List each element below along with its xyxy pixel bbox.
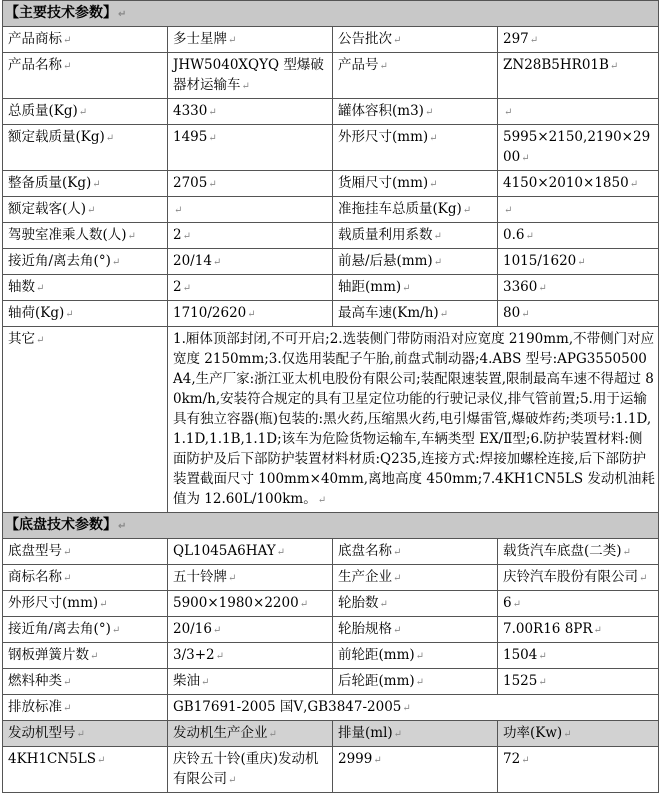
cell-text: 货厢尺寸(mm)	[338, 175, 429, 191]
cell-text: 20/16	[173, 621, 212, 637]
field-label	[3, 539, 168, 565]
table-row	[3, 249, 659, 275]
field-value	[168, 125, 333, 171]
field-label	[3, 617, 168, 643]
paragraph-mark-icon: ↵	[63, 703, 72, 714]
paragraph-mark-icon: ↵	[538, 283, 547, 294]
cell-text: 297	[503, 31, 529, 47]
paragraph-mark-icon: ↵	[247, 309, 256, 320]
table-row	[3, 223, 659, 249]
paragraph-mark-icon: ↵	[212, 625, 222, 636]
field-label	[333, 565, 498, 591]
field-value	[498, 669, 659, 695]
cell-text: 轮胎规格	[338, 621, 392, 637]
paragraph-mark-icon: ↵	[63, 573, 72, 584]
field-label	[3, 591, 168, 617]
paragraph-mark-icon: ↵	[512, 599, 521, 610]
cell-text: 2	[173, 279, 182, 295]
table-row	[3, 53, 659, 99]
paragraph-mark-icon: ↵	[393, 547, 402, 558]
cell-text: GB17691-2005 国Ⅴ,GB3847-2005	[173, 699, 402, 715]
field-value	[168, 53, 333, 99]
table-row	[3, 669, 659, 695]
paragraph-mark-icon: ↵	[65, 309, 74, 320]
table-row	[3, 301, 659, 327]
cell-text: 1495	[173, 129, 208, 145]
paragraph-mark-icon: ↵	[118, 521, 127, 532]
paragraph-mark-icon: ↵	[563, 729, 572, 740]
paragraph-mark-icon: ↵	[393, 35, 402, 46]
cell-text: 产品号	[338, 57, 379, 73]
cell-text: 外形尺寸(mm)	[8, 595, 99, 611]
table-row	[3, 275, 659, 301]
paragraph-mark-icon: ↵	[415, 651, 425, 662]
cell-text: 1525	[503, 673, 538, 689]
table-row	[3, 539, 659, 565]
cell-text: 6	[503, 595, 512, 611]
table-row	[3, 197, 659, 223]
field-label	[333, 301, 498, 327]
table-row	[3, 747, 659, 793]
field-value	[168, 617, 333, 643]
field-label	[333, 99, 498, 125]
cell-text: 接近角/离去角(°)	[8, 253, 111, 269]
cell-text: 1.厢体顶部封闭,不可开启;2.选装侧门带防雨沿对应宽度 2190mm,不带侧门对应宽度 2150mm;3.仅选用装配子午胎,前盘式制动器;4.ABS 型号:APG3550500A4,生产厂家:浙江亚太机电股份有限公司;装配限速装置,限制最高车速不得超过 80km/h,安装符合规定的具有卫星定位功能的行驶记录仪,排气管前置;5.用于运输具有独立容器(瓶)包装的:黑火药,压缩黑火药,电引爆雷管,爆破炸药;类项号:1.1D,1.1D,1.1B,1.1D;该车为危险货物运输车,车辆类型 EX/Ⅱ型;6.防护装置材料:侧面防护及后下部防护装置材料材质:Q235,连接方式:焊接加螺栓连接,后下部防护装置截面尺寸 100mm×40mm,离地高度 450mm;7.4KH1CN5LS 发动机油耗值为 12.60L/100km。	[173, 331, 655, 507]
paragraph-mark-icon: ↵	[379, 61, 388, 72]
field-value	[168, 695, 659, 721]
field-value	[168, 643, 333, 669]
spec-table	[2, 0, 659, 793]
paragraph-mark-icon: ↵	[76, 729, 85, 740]
field-label	[3, 27, 168, 53]
field-label	[3, 669, 168, 695]
cell-text: 4150×2010×1850	[503, 175, 629, 191]
cell-text: 轴数	[8, 279, 35, 295]
field-label	[3, 565, 168, 591]
field-label	[3, 99, 168, 125]
cell-text: 产品商标	[8, 31, 62, 47]
paragraph-mark-icon: ↵	[415, 677, 425, 688]
paragraph-mark-icon: ↵	[182, 283, 191, 294]
cell-text: 公告批次	[338, 31, 392, 47]
table-row	[3, 327, 659, 513]
cell-text: 发动机生产企业	[173, 725, 268, 741]
paragraph-mark-icon: ↵	[593, 625, 602, 636]
field-value	[498, 27, 659, 53]
field-label	[333, 591, 498, 617]
paragraph-mark-icon: ↵	[538, 677, 547, 688]
paragraph-mark-icon: ↵	[521, 309, 530, 320]
paragraph-mark-icon: ↵	[504, 205, 513, 216]
paragraph-mark-icon: ↵	[63, 547, 72, 558]
paragraph-mark-icon: ↵	[241, 81, 250, 92]
paragraph-mark-icon: ↵	[105, 133, 115, 144]
cell-text: 2	[173, 227, 182, 243]
cell-text: JHW5040XQYQ 型爆破器材运输车	[173, 57, 324, 93]
cell-text: 20/14	[173, 253, 212, 269]
paragraph-mark-icon: ↵	[268, 729, 277, 740]
column-header	[168, 721, 333, 747]
cell-text: 载货汽车底盘(二类)	[503, 543, 622, 559]
field-value	[498, 539, 659, 565]
field-label	[333, 669, 498, 695]
cell-text: 4330	[173, 103, 208, 119]
paragraph-mark-icon: ↵	[63, 677, 72, 688]
paragraph-mark-icon: ↵	[212, 257, 222, 268]
field-label	[333, 53, 498, 99]
cell-text: 7.00R16 8PR	[503, 621, 593, 637]
cell-text: 80	[503, 305, 521, 321]
table-row	[3, 643, 659, 669]
field-label	[333, 125, 498, 171]
cell-text: 产品名称	[8, 57, 62, 73]
cell-text: 1015/1620	[503, 253, 577, 269]
paragraph-mark-icon: ↵	[63, 35, 72, 46]
paragraph-mark-icon: ↵	[201, 677, 210, 688]
cell-text: 轴荷(Kg)	[8, 305, 65, 321]
paragraph-mark-icon: ↵	[228, 35, 237, 46]
paragraph-mark-icon: ↵	[379, 599, 388, 610]
paragraph-mark-icon: ↵	[521, 153, 530, 164]
field-label	[3, 249, 168, 275]
cell-text: 底盘名称	[338, 543, 392, 559]
field-label	[333, 539, 498, 565]
field-label	[3, 197, 168, 223]
cell-text: 排放标准	[8, 699, 62, 715]
cell-text: 五十铃牌	[173, 569, 227, 585]
cell-text: 72	[503, 751, 521, 767]
cell-text: ZN28B5HR01B	[503, 57, 609, 73]
paragraph-mark-icon: ↵	[629, 179, 639, 190]
paragraph-mark-icon: ↵	[299, 599, 309, 610]
cell-text: 3/3+2	[173, 647, 215, 663]
paragraph-mark-icon: ↵	[111, 257, 121, 268]
cell-text: 最高车速(Km/h)	[338, 305, 439, 321]
paragraph-mark-icon: ↵	[393, 573, 402, 584]
field-label	[333, 27, 498, 53]
cell-text: 钢板弹簧片数	[8, 647, 89, 663]
paragraph-mark-icon: ↵	[228, 573, 237, 584]
paragraph-mark-icon: ↵	[439, 309, 449, 320]
column-header	[498, 721, 659, 747]
cell-text: 【底盘技术参数】	[5, 517, 117, 533]
paragraph-mark-icon: ↵	[111, 625, 121, 636]
field-value	[168, 249, 333, 275]
field-value	[168, 539, 333, 565]
paragraph-mark-icon: ↵	[36, 335, 45, 346]
field-value	[168, 27, 333, 53]
cell-text: 罐体容积(m3)	[338, 103, 424, 119]
cell-text: 1504	[503, 647, 538, 663]
field-value	[498, 125, 659, 171]
paragraph-mark-icon: ↵	[577, 257, 586, 268]
cell-text: 后轮距(mm)	[338, 673, 415, 689]
field-label	[333, 643, 498, 669]
field-label	[333, 249, 498, 275]
paragraph-mark-icon: ↵	[208, 179, 217, 190]
field-value	[168, 747, 333, 793]
field-label	[3, 53, 168, 99]
field-label	[333, 223, 498, 249]
field-label	[333, 197, 498, 223]
table-row	[3, 99, 659, 125]
paragraph-mark-icon: ↵	[639, 573, 648, 584]
cell-text: 前轮距(mm)	[338, 647, 415, 663]
paragraph-mark-icon: ↵	[622, 547, 631, 558]
field-value	[168, 301, 333, 327]
field-value	[498, 301, 659, 327]
cell-text: 额定载质量(Kg)	[8, 129, 105, 145]
field-value	[498, 747, 659, 793]
paragraph-mark-icon: ↵	[90, 651, 99, 662]
section-title-main	[3, 1, 659, 27]
paragraph-mark-icon: ↵	[118, 9, 127, 20]
paragraph-mark-icon: ↵	[317, 495, 327, 506]
cell-text: 轮胎数	[338, 595, 379, 611]
field-value	[498, 617, 659, 643]
field-label	[3, 275, 168, 301]
paragraph-mark-icon: ↵	[208, 107, 217, 118]
cell-text: 柴油	[173, 673, 200, 689]
field-value	[498, 223, 659, 249]
cell-text: 2999	[338, 751, 373, 767]
table-row	[3, 591, 659, 617]
paragraph-mark-icon: ↵	[182, 231, 191, 242]
table-row	[3, 171, 659, 197]
paragraph-mark-icon: ↵	[609, 61, 619, 72]
paragraph-mark-icon: ↵	[63, 61, 72, 72]
cell-text: 底盘型号	[8, 543, 62, 559]
section-title-chassis	[3, 513, 659, 539]
field-value	[498, 591, 659, 617]
column-header	[333, 721, 498, 747]
field-value	[498, 275, 659, 301]
section-header-row	[3, 513, 659, 539]
paragraph-mark-icon: ↵	[276, 547, 286, 558]
paragraph-mark-icon: ↵	[402, 703, 411, 714]
paragraph-mark-icon: ↵	[429, 179, 438, 190]
paragraph-mark-icon: ↵	[393, 625, 402, 636]
paragraph-mark-icon: ↵	[424, 107, 434, 118]
cell-text: 排量(ml)	[338, 725, 393, 741]
field-value	[498, 249, 659, 275]
cell-text: 载质量利用系数	[338, 227, 433, 243]
field-value	[498, 565, 659, 591]
cell-text: 燃料种类	[8, 673, 62, 689]
field-label	[3, 695, 168, 721]
paragraph-mark-icon: ↵	[78, 107, 88, 118]
paragraph-mark-icon: ↵	[99, 599, 108, 610]
field-label	[3, 301, 168, 327]
field-label	[3, 643, 168, 669]
cell-text: 多士星牌	[173, 31, 227, 47]
field-label	[333, 171, 498, 197]
cell-text: 接近角/离去角(°)	[8, 621, 111, 637]
cell-text: 驾驶室准乘人数(人)	[8, 227, 127, 243]
cell-text: 整备质量(Kg)	[8, 175, 92, 191]
paragraph-mark-icon: ↵	[504, 107, 513, 118]
field-value	[498, 197, 659, 223]
paragraph-mark-icon: ↵	[92, 179, 101, 190]
cell-text: 功率(Kw)	[503, 725, 563, 741]
field-label	[3, 327, 168, 513]
paragraph-mark-icon: ↵	[521, 755, 530, 766]
table-row	[3, 617, 659, 643]
cell-text: 5900×1980×2200	[173, 595, 299, 611]
paragraph-mark-icon: ↵	[36, 283, 45, 294]
paragraph-mark-icon: ↵	[529, 35, 539, 46]
field-value	[168, 565, 333, 591]
paragraph-mark-icon: ↵	[174, 205, 183, 216]
field-label	[3, 171, 168, 197]
cell-text: 轴距(mm)	[338, 279, 402, 295]
paragraph-mark-icon: ↵	[215, 651, 225, 662]
paragraph-mark-icon: ↵	[127, 231, 136, 242]
column-header	[3, 721, 168, 747]
field-value	[168, 669, 333, 695]
paragraph-mark-icon: ↵	[538, 651, 547, 662]
cell-text: 总质量(Kg)	[8, 103, 78, 119]
paragraph-mark-icon: ↵	[393, 729, 403, 740]
cell-text: 庆铃汽车股份有限公司	[503, 569, 638, 585]
field-value	[168, 197, 333, 223]
paragraph-mark-icon: ↵	[87, 205, 96, 216]
paragraph-mark-icon: ↵	[208, 133, 217, 144]
field-value	[498, 53, 659, 99]
cell-text: 1710/2620	[173, 305, 247, 321]
cell-text: 外形尺寸(mm)	[338, 129, 429, 145]
paragraph-mark-icon: ↵	[429, 133, 438, 144]
paragraph-mark-icon: ↵	[96, 755, 106, 766]
cell-text: 0.6	[503, 227, 525, 243]
cell-text: 【主要技术参数】	[5, 5, 117, 21]
field-label	[333, 617, 498, 643]
cell-text: 发动机型号	[8, 725, 76, 741]
cell-text: 5995×2150,2190×2900	[503, 129, 651, 165]
paragraph-mark-icon: ↵	[402, 283, 411, 294]
paragraph-mark-icon: ↵	[433, 231, 442, 242]
cell-text: 其它	[8, 331, 35, 347]
field-value	[333, 747, 498, 793]
paragraph-mark-icon: ↵	[525, 231, 534, 242]
paragraph-mark-icon: ↵	[433, 257, 443, 268]
other-notes	[168, 327, 659, 513]
table-row	[3, 125, 659, 171]
cell-text: QL1045A6HAY	[173, 543, 276, 559]
section-header-row	[3, 1, 659, 27]
cell-text: 2705	[173, 175, 208, 191]
field-value	[168, 275, 333, 301]
field-label	[333, 275, 498, 301]
cell-text: 生产企业	[338, 569, 392, 585]
cell-text: 3360	[503, 279, 538, 295]
cell-text: 额定载客(人)	[8, 201, 87, 217]
field-label	[3, 223, 168, 249]
field-value	[168, 99, 333, 125]
cell-text: 商标名称	[8, 569, 62, 585]
table-row	[3, 695, 659, 721]
field-value	[498, 171, 659, 197]
field-value	[168, 223, 333, 249]
paragraph-mark-icon: ↵	[462, 205, 472, 216]
cell-text: 4KH1CN5LS	[8, 751, 96, 767]
field-value	[168, 171, 333, 197]
table-row	[3, 27, 659, 53]
field-label	[3, 125, 168, 171]
engine-header-row	[3, 721, 659, 747]
field-value	[498, 643, 659, 669]
paragraph-mark-icon: ↵	[373, 755, 382, 766]
field-value	[498, 99, 659, 125]
field-value	[3, 747, 168, 793]
cell-text: 庆铃五十铃(重庆)发动机有限公司	[173, 751, 319, 787]
paragraph-mark-icon: ↵	[228, 775, 237, 786]
field-value	[168, 591, 333, 617]
table-row	[3, 565, 659, 591]
cell-text: 前悬/后悬(mm)	[338, 253, 433, 269]
cell-text: 准拖挂车总质量(Kg)	[338, 201, 462, 217]
